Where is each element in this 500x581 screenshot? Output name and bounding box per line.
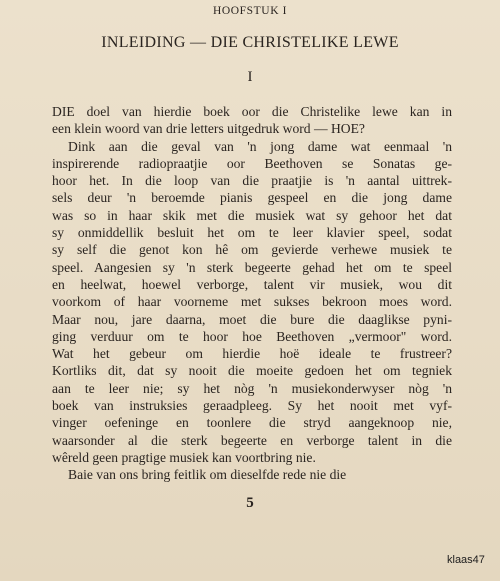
text-line: een klein woord van drie letters uitgedruk word — HOE? [52,121,365,137]
text-line: speel. Aangesien sy 'n sterk begeerte gehad het om te speel [52,259,452,275]
text-line: vinger oefeninge en toonlere die stryd aangeknoop nie, [52,415,452,431]
page-number: 5 [246,495,254,511]
text-line: Baie van ons bring feitlik om dieselfde rede nie die [68,467,347,483]
text-line: Wat het gebeur om hierdie hoë ideale te frustreer? [52,346,452,362]
text-line: voorkom of haar voorneme met sukses bekroon moes word. [52,294,452,310]
text-line: boek van instruksies geraadpleeg. Sy het nooit met vyf- [52,398,452,414]
watermark: klaas47 [447,554,485,566]
chapter-heading: HOOFSTUK I [212,5,288,17]
text-line: inspirerende radiopraatjie oor Beethoven se Sonatas ge- [52,155,452,171]
text-line: Kortliks dit, dat sy nooit die moeite gedoen het om tegniek [52,363,452,379]
body-text [52,103,452,484]
text-line: wêreld geen pragtige musiek kan voortbring nie. [52,449,316,465]
text-line: sy self die genot kon hê om gevierde verhewe musiek te [52,242,452,258]
text-line: was so in haar skik met die musiek wat sy gehoor het dat [52,207,452,223]
text-line: aan te leer nie; sy het nòg 'n musiekonderwyser nòg 'n [52,380,452,396]
section-number: I [247,69,253,85]
text-line: Maar nou, jare daarna, moet die bure die daaglikse pyni- [52,311,452,327]
text-line: sels deur 'n beroemde pianis gespeel en die jong dame [52,190,452,206]
page-title: INLEIDING — DIE CHRISTELIKE LEWE [101,34,399,51]
text-line: sy onmiddellik besluit het om te leer klavier speel, sodat [52,225,452,241]
text-line: waarsonder al die sterk begeerte en verborge talent in die [52,432,452,448]
text-line: hoor het. In die loop van die praatjie is 'n aantal uittrek- [52,173,452,189]
text-line: ging verduur om te hoor hoe Beethoven „vermoor" word. [52,328,452,344]
text-line: DIE doel van hierdie boek oor die Christelike lewe kan in [52,104,452,119]
text-line: Dink aan die geval van 'n jong dame wat eenmaal 'n [68,138,452,154]
text-line: en heelwat, hoewel verborge, talent vir musiek, wou dit [52,276,452,292]
